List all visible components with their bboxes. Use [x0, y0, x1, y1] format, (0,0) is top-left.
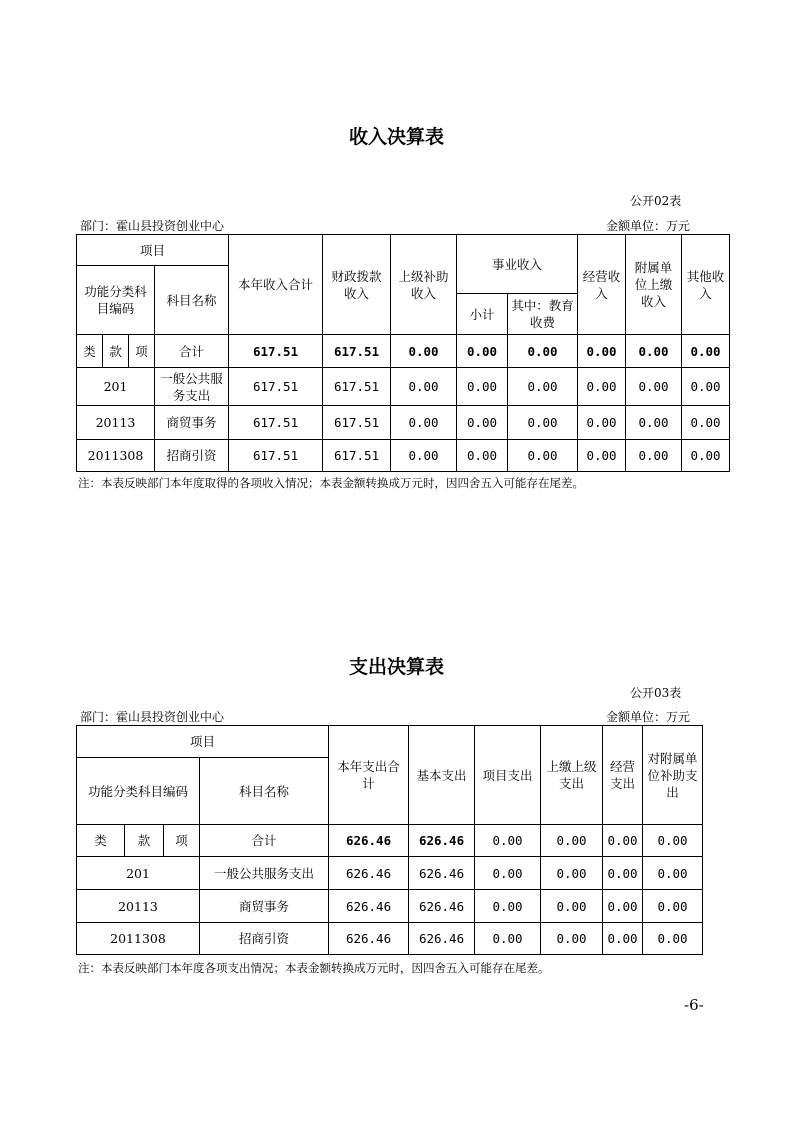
value-cell: 626.46	[329, 857, 409, 890]
sum-cell: 626.46	[409, 825, 475, 857]
kuan-header: 款	[125, 825, 164, 857]
value-cell: 0.00	[603, 890, 643, 923]
item-header: 项目	[77, 726, 329, 758]
sum-cell: 0.00	[626, 335, 682, 368]
sum-label: 合计	[155, 335, 229, 368]
sum-cell: 626.46	[329, 825, 409, 857]
value-cell: 0.00	[391, 440, 457, 472]
value-cell: 0.00	[578, 406, 626, 440]
edu-fee-header: 其中：教育收费	[508, 294, 578, 335]
expense-title: 支出决算表	[348, 656, 444, 678]
income-unit: 金额单位：万元	[606, 219, 691, 233]
name-cell: 一般公共服务支出	[200, 857, 329, 890]
expense-department: 部门：霍山县投资创业中心	[80, 710, 225, 724]
upper-expense-header: 上缴上级支出	[541, 726, 603, 825]
income-table-number: 公开02表	[630, 194, 682, 208]
xiang-header: 项	[164, 825, 200, 857]
value-cell: 0.00	[603, 923, 643, 955]
value-cell: 0.00	[682, 440, 730, 472]
code-cell: 201	[77, 857, 200, 890]
value-cell: 0.00	[682, 368, 730, 406]
table-row	[77, 857, 703, 890]
lei-header: 类	[77, 825, 125, 857]
code-cell: 2011308	[77, 923, 200, 955]
subtotal-header: 小计	[457, 294, 508, 335]
name-cell: 商贸事务	[155, 406, 229, 440]
affiliated-subsidy-header: 对附属单位补助支出	[643, 726, 703, 825]
code-cell: 20113	[77, 406, 155, 440]
value-cell: 0.00	[643, 890, 703, 923]
value-cell: 0.00	[475, 923, 541, 955]
table-row	[77, 890, 703, 923]
subject-name-header: 科目名称	[200, 758, 329, 825]
value-cell: 0.00	[508, 406, 578, 440]
value-cell: 0.00	[541, 857, 603, 890]
fiscal-header: 财政拨款收入	[323, 235, 391, 335]
value-cell: 617.51	[323, 440, 391, 472]
total-income-header: 本年收入合计	[229, 235, 323, 335]
value-cell: 0.00	[626, 440, 682, 472]
sum-cell: 617.51	[229, 335, 323, 368]
sum-cell: 0.00	[457, 335, 508, 368]
table-row	[77, 368, 730, 406]
value-cell: 0.00	[603, 857, 643, 890]
value-cell: 0.00	[508, 440, 578, 472]
lei-header: 类	[77, 335, 103, 368]
value-cell: 617.51	[323, 406, 391, 440]
superior-subsidy-header: 上级补助收入	[391, 235, 457, 335]
subject-name-header: 科目名称	[155, 266, 229, 335]
value-cell: 626.46	[409, 923, 475, 955]
sum-label: 合计	[200, 825, 329, 857]
other-income-header: 其他收入	[682, 235, 730, 335]
value-cell: 0.00	[475, 890, 541, 923]
sum-cell: 0.00	[682, 335, 730, 368]
value-cell: 0.00	[578, 440, 626, 472]
expense-table	[76, 725, 703, 955]
value-cell: 0.00	[626, 368, 682, 406]
value-cell: 0.00	[391, 406, 457, 440]
operating-income-header: 经营收入	[578, 235, 626, 335]
sum-cell: 0.00	[643, 825, 703, 857]
value-cell: 0.00	[578, 368, 626, 406]
project-expense-header: 项目支出	[475, 726, 541, 825]
value-cell: 617.51	[229, 406, 323, 440]
value-cell: 0.00	[508, 368, 578, 406]
value-cell: 0.00	[457, 368, 508, 406]
value-cell: 626.46	[409, 857, 475, 890]
sum-cell: 0.00	[578, 335, 626, 368]
value-cell: 0.00	[541, 923, 603, 955]
value-cell: 0.00	[475, 857, 541, 890]
value-cell: 626.46	[409, 890, 475, 923]
xiang-header: 项	[129, 335, 155, 368]
name-cell: 一般公共服务支出	[155, 368, 229, 406]
code-cell: 20113	[77, 890, 200, 923]
expense-unit: 金额单位：万元	[606, 710, 691, 724]
page-number: -6-	[684, 996, 704, 1014]
value-cell: 0.00	[682, 406, 730, 440]
value-cell: 0.00	[457, 406, 508, 440]
sum-cell: 0.00	[475, 825, 541, 857]
table-row	[77, 406, 730, 440]
sum-cell: 0.00	[391, 335, 457, 368]
operating-expense-header: 经营支出	[603, 726, 643, 825]
value-cell: 626.46	[329, 890, 409, 923]
expense-table-number: 公开03表	[630, 686, 682, 700]
code-cell: 2011308	[77, 440, 155, 472]
item-header: 项目	[77, 235, 229, 266]
table-row	[77, 440, 730, 472]
name-cell: 商贸事务	[200, 890, 329, 923]
value-cell: 617.51	[229, 440, 323, 472]
income-title: 收入决算表	[348, 126, 444, 148]
income-department: 部门：霍山县投资创业中心	[80, 219, 225, 233]
business-income-header: 事业收入	[457, 235, 578, 294]
name-cell: 招商引资	[155, 440, 229, 472]
func-code-header: 功能分类科目编码	[77, 758, 200, 825]
sum-cell: 0.00	[603, 825, 643, 857]
income-note: 注：本表反映部门本年度取得的各项收入情况；本表金额转换成万元时，因四舍五入可能存在尾差。	[78, 476, 584, 490]
table-row	[77, 923, 703, 955]
total-expense-header: 本年支出合计	[329, 726, 409, 825]
value-cell: 0.00	[457, 440, 508, 472]
sum-cell: 0.00	[541, 825, 603, 857]
code-cell: 201	[77, 368, 155, 406]
func-code-header: 功能分类科目编码	[77, 266, 155, 335]
value-cell: 617.51	[323, 368, 391, 406]
basic-expense-header: 基本支出	[409, 726, 475, 825]
affiliated-income-header: 附属单位上缴收入	[626, 235, 682, 335]
sum-cell: 0.00	[508, 335, 578, 368]
value-cell: 0.00	[643, 857, 703, 890]
value-cell: 0.00	[626, 406, 682, 440]
value-cell: 0.00	[541, 890, 603, 923]
sum-cell: 617.51	[323, 335, 391, 368]
expense-note: 注：本表反映部门本年度各项支出情况；本表金额转换成万元时，因四舍五入可能存在尾差。	[78, 961, 550, 975]
value-cell: 626.46	[329, 923, 409, 955]
income-table	[76, 234, 730, 472]
kuan-header: 款	[103, 335, 129, 368]
name-cell: 招商引资	[200, 923, 329, 955]
value-cell: 0.00	[391, 368, 457, 406]
value-cell: 617.51	[229, 368, 323, 406]
value-cell: 0.00	[643, 923, 703, 955]
